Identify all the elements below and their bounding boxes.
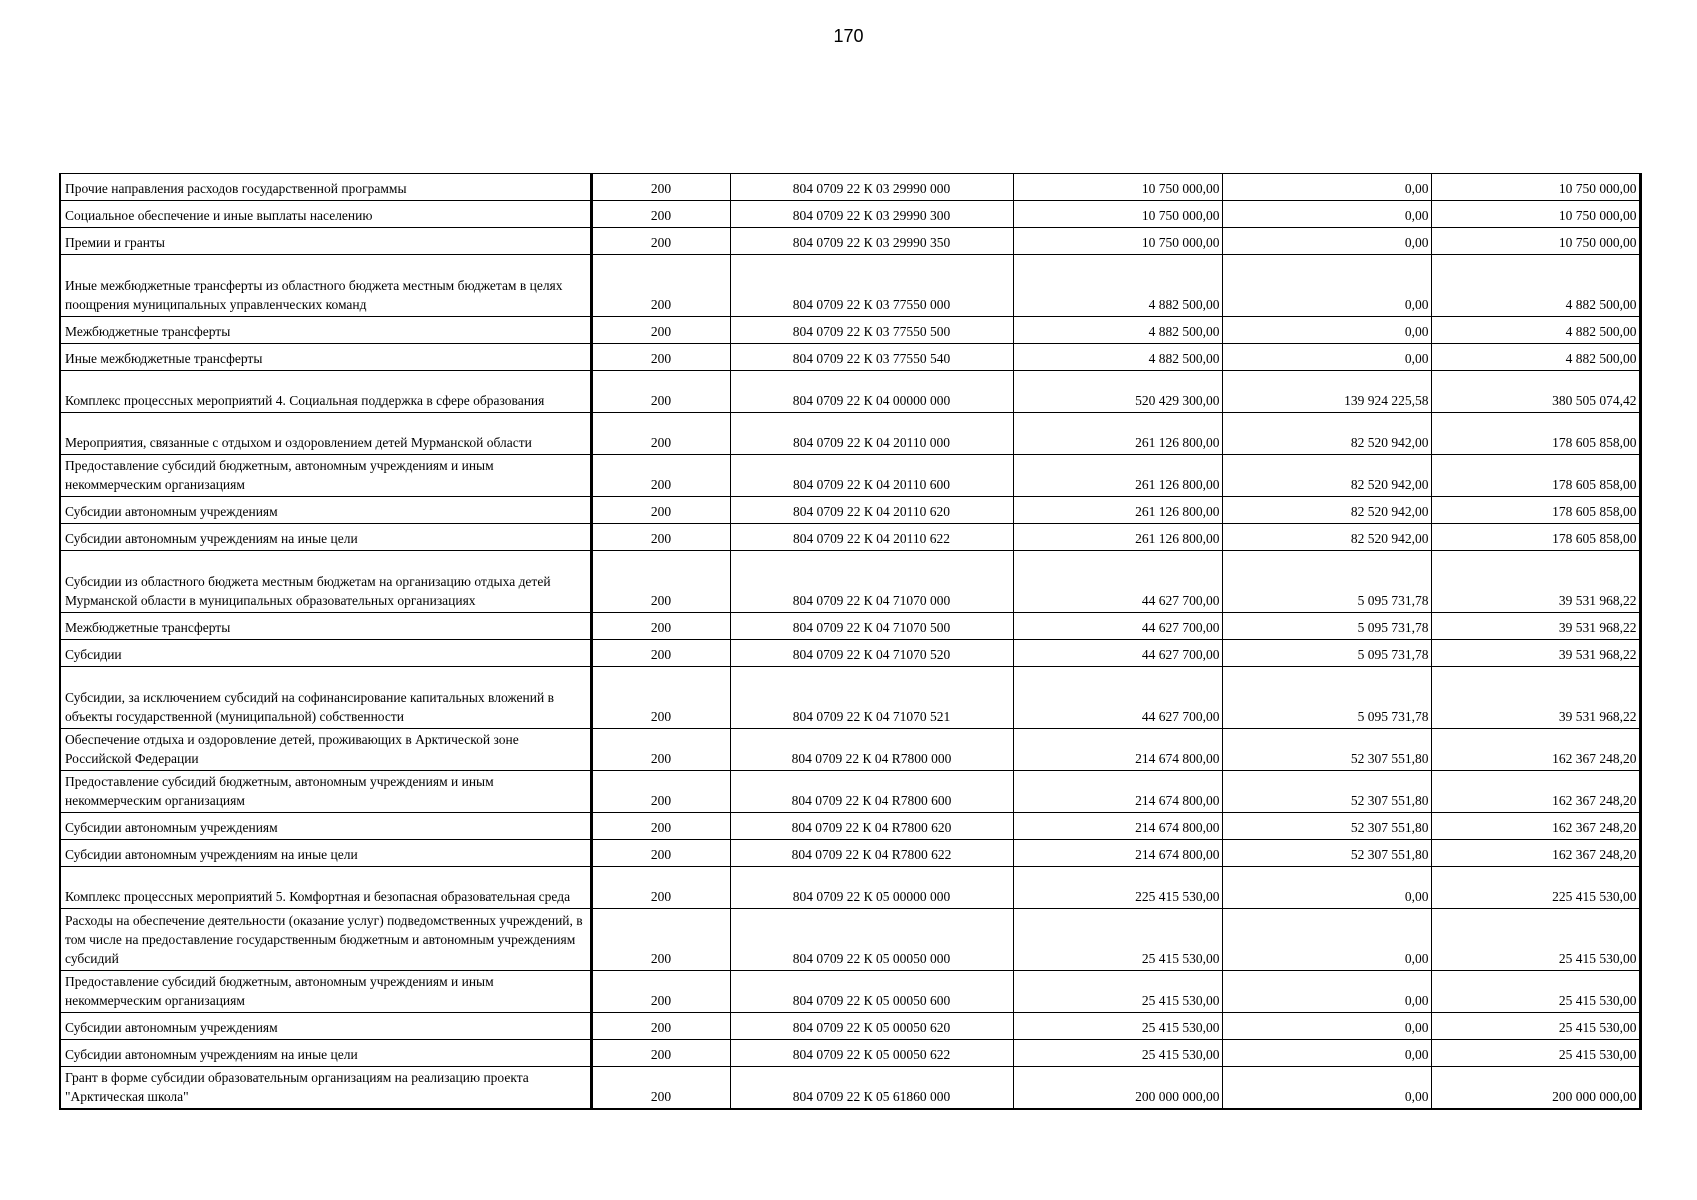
cell-name: Комплекс процессных мероприятий 5. Комфортная и безопасная образовательная среда: [60, 867, 591, 909]
cell-executed: 82 520 942,00: [1222, 455, 1431, 497]
cell-approved: 25 415 530,00: [1013, 971, 1222, 1013]
cell-classification-code: 804 0709 22 К 04 71070 500: [730, 613, 1013, 640]
cell-unexecuted: 10 750 000,00: [1431, 174, 1640, 201]
table-row: [60, 667, 1640, 729]
cell-executed: 0,00: [1222, 909, 1431, 971]
cell-unexecuted: 380 505 074,42: [1431, 371, 1640, 413]
cell-approved: 214 674 800,00: [1013, 729, 1222, 771]
cell-approved: 44 627 700,00: [1013, 667, 1222, 729]
cell-executed: 52 307 551,80: [1222, 840, 1431, 867]
cell-classification-code: 804 0709 22 К 04 20110 620: [730, 497, 1013, 524]
table-body: [60, 174, 1640, 1109]
cell-executed: 0,00: [1222, 174, 1431, 201]
cell-unexecuted: 178 605 858,00: [1431, 524, 1640, 551]
cell-classification-code: 804 0709 22 К 04 71070 520: [730, 640, 1013, 667]
cell-executed: 0,00: [1222, 1040, 1431, 1067]
cell-unexecuted: 178 605 858,00: [1431, 497, 1640, 524]
cell-executed: 0,00: [1222, 255, 1431, 317]
cell-unexecuted: 25 415 530,00: [1431, 1040, 1640, 1067]
cell-name: Обеспечение отдыха и оздоровление детей, проживающих в Арктической зоне Российской Федерации: [60, 729, 591, 771]
cell-classification-code: 804 0709 22 К 05 00050 622: [730, 1040, 1013, 1067]
cell-line-code: 200: [591, 201, 730, 228]
cell-name: Субсидии автономным учреждениям: [60, 813, 591, 840]
cell-line-code: 200: [591, 613, 730, 640]
cell-approved: 44 627 700,00: [1013, 551, 1222, 613]
cell-line-code: 200: [591, 371, 730, 413]
cell-executed: 52 307 551,80: [1222, 729, 1431, 771]
cell-approved: 25 415 530,00: [1013, 1013, 1222, 1040]
cell-approved: 4 882 500,00: [1013, 344, 1222, 371]
cell-classification-code: 804 0709 22 К 05 00050 000: [730, 909, 1013, 971]
cell-classification-code: 804 0709 22 К 05 00050 620: [730, 1013, 1013, 1040]
cell-classification-code: 804 0709 22 К 04 00000 000: [730, 371, 1013, 413]
cell-name: Расходы на обеспечение деятельности (оказание услуг) подведомственных учреждений, в том числе на предоставление государственным бюджетным и автономным учреждениям субсидий: [60, 909, 591, 971]
cell-executed: 52 307 551,80: [1222, 771, 1431, 813]
cell-name: Субсидии автономным учреждениям на иные цели: [60, 1040, 591, 1067]
cell-classification-code: 804 0709 22 К 05 61860 000: [730, 1067, 1013, 1109]
cell-line-code: 200: [591, 551, 730, 613]
cell-name: Субсидии, за исключением субсидий на софинансирование капитальных вложений в объекты государственной (муниципальной) собственности: [60, 667, 591, 729]
cell-name: Субсидии автономным учреждениям на иные цели: [60, 840, 591, 867]
cell-unexecuted: 178 605 858,00: [1431, 413, 1640, 455]
cell-executed: 0,00: [1222, 1013, 1431, 1040]
table-row: [60, 413, 1640, 455]
page-number: 170: [833, 26, 864, 46]
table-row: [60, 371, 1640, 413]
cell-line-code: 200: [591, 174, 730, 201]
cell-approved: 10 750 000,00: [1013, 201, 1222, 228]
cell-line-code: 200: [591, 771, 730, 813]
cell-executed: 5 095 731,78: [1222, 667, 1431, 729]
cell-name: Предоставление субсидий бюджетным, автономным учреждениям и иным некоммерческим организациям: [60, 771, 591, 813]
cell-classification-code: 804 0709 22 К 04 20110 600: [730, 455, 1013, 497]
cell-name: Межбюджетные трансферты: [60, 317, 591, 344]
cell-line-code: 200: [591, 813, 730, 840]
cell-classification-code: 804 0709 22 К 04 R7800 620: [730, 813, 1013, 840]
cell-name: Мероприятия, связанные с отдыхом и оздоровлением детей Мурманской области: [60, 413, 591, 455]
cell-executed: 0,00: [1222, 971, 1431, 1013]
cell-unexecuted: 25 415 530,00: [1431, 1013, 1640, 1040]
cell-unexecuted: 162 367 248,20: [1431, 771, 1640, 813]
cell-approved: 214 674 800,00: [1013, 840, 1222, 867]
cell-classification-code: 804 0709 22 К 03 29990 000: [730, 174, 1013, 201]
cell-approved: 25 415 530,00: [1013, 909, 1222, 971]
table-row: [60, 228, 1640, 255]
cell-unexecuted: 162 367 248,20: [1431, 813, 1640, 840]
cell-name: Комплекс процессных мероприятий 4. Социальная поддержка в сфере образования: [60, 371, 591, 413]
cell-unexecuted: 225 415 530,00: [1431, 867, 1640, 909]
cell-executed: 0,00: [1222, 867, 1431, 909]
cell-classification-code: 804 0709 22 К 04 R7800 000: [730, 729, 1013, 771]
cell-executed: 52 307 551,80: [1222, 813, 1431, 840]
cell-classification-code: 804 0709 22 К 03 29990 300: [730, 201, 1013, 228]
cell-unexecuted: 39 531 968,22: [1431, 667, 1640, 729]
cell-classification-code: 804 0709 22 К 03 77550 000: [730, 255, 1013, 317]
table-row: [60, 255, 1640, 317]
cell-executed: 0,00: [1222, 344, 1431, 371]
cell-unexecuted: 4 882 500,00: [1431, 317, 1640, 344]
cell-classification-code: 804 0709 22 К 03 77550 540: [730, 344, 1013, 371]
cell-unexecuted: 10 750 000,00: [1431, 201, 1640, 228]
cell-approved: 10 750 000,00: [1013, 174, 1222, 201]
cell-line-code: 200: [591, 840, 730, 867]
cell-name: Субсидии: [60, 640, 591, 667]
table-row: [60, 317, 1640, 344]
cell-classification-code: 804 0709 22 К 04 20110 000: [730, 413, 1013, 455]
cell-unexecuted: 4 882 500,00: [1431, 344, 1640, 371]
cell-executed: 82 520 942,00: [1222, 497, 1431, 524]
cell-name: Социальное обеспечение и иные выплаты населению: [60, 201, 591, 228]
cell-line-code: 200: [591, 667, 730, 729]
table-row: [60, 613, 1640, 640]
cell-unexecuted: 162 367 248,20: [1431, 729, 1640, 771]
cell-executed: 139 924 225,58: [1222, 371, 1431, 413]
cell-executed: 82 520 942,00: [1222, 413, 1431, 455]
cell-line-code: 200: [591, 228, 730, 255]
table-row: [60, 201, 1640, 228]
cell-line-code: 200: [591, 344, 730, 371]
cell-classification-code: 804 0709 22 К 04 R7800 600: [730, 771, 1013, 813]
cell-name: Премии и гранты: [60, 228, 591, 255]
table-row: [60, 1040, 1640, 1067]
cell-name: Предоставление субсидий бюджетным, автономным учреждениям и иным некоммерческим организациям: [60, 455, 591, 497]
cell-approved: 261 126 800,00: [1013, 524, 1222, 551]
cell-approved: 200 000 000,00: [1013, 1067, 1222, 1109]
cell-executed: 0,00: [1222, 228, 1431, 255]
cell-name: Межбюджетные трансферты: [60, 613, 591, 640]
cell-line-code: 200: [591, 1067, 730, 1109]
cell-name: Иные межбюджетные трансферты из областного бюджета местным бюджетам в целях поощрения муниципальных управленческих команд: [60, 255, 591, 317]
cell-classification-code: 804 0709 22 К 04 20110 622: [730, 524, 1013, 551]
cell-executed: 0,00: [1222, 317, 1431, 344]
cell-executed: 5 095 731,78: [1222, 551, 1431, 613]
budget-execution-table: [59, 173, 1642, 1110]
cell-approved: 261 126 800,00: [1013, 413, 1222, 455]
cell-approved: 520 429 300,00: [1013, 371, 1222, 413]
table-row: [60, 455, 1640, 497]
table-row: [60, 771, 1640, 813]
table-row: [60, 344, 1640, 371]
cell-classification-code: 804 0709 22 К 04 71070 000: [730, 551, 1013, 613]
cell-classification-code: 804 0709 22 К 04 71070 521: [730, 667, 1013, 729]
cell-line-code: 200: [591, 909, 730, 971]
cell-line-code: 200: [591, 640, 730, 667]
table-row: [60, 729, 1640, 771]
cell-line-code: 200: [591, 255, 730, 317]
cell-approved: 225 415 530,00: [1013, 867, 1222, 909]
cell-line-code: 200: [591, 497, 730, 524]
cell-executed: 0,00: [1222, 201, 1431, 228]
cell-line-code: 200: [591, 413, 730, 455]
cell-name: Субсидии автономным учреждениям на иные цели: [60, 524, 591, 551]
cell-classification-code: 804 0709 22 К 03 77550 500: [730, 317, 1013, 344]
cell-unexecuted: 162 367 248,20: [1431, 840, 1640, 867]
cell-approved: 4 882 500,00: [1013, 317, 1222, 344]
cell-approved: 261 126 800,00: [1013, 455, 1222, 497]
cell-name: Предоставление субсидий бюджетным, автономным учреждениям и иным некоммерческим организациям: [60, 971, 591, 1013]
cell-line-code: 200: [591, 524, 730, 551]
cell-unexecuted: 25 415 530,00: [1431, 909, 1640, 971]
cell-name: Иные межбюджетные трансферты: [60, 344, 591, 371]
cell-approved: 10 750 000,00: [1013, 228, 1222, 255]
cell-line-code: 200: [591, 971, 730, 1013]
table-row: [60, 971, 1640, 1013]
cell-approved: 214 674 800,00: [1013, 813, 1222, 840]
cell-unexecuted: 178 605 858,00: [1431, 455, 1640, 497]
cell-name: Субсидии автономным учреждениям: [60, 1013, 591, 1040]
cell-line-code: 200: [591, 729, 730, 771]
cell-name: Субсидии из областного бюджета местным бюджетам на организацию отдыха детей Мурманской области в муниципальных образовательных организациях: [60, 551, 591, 613]
cell-executed: 5 095 731,78: [1222, 613, 1431, 640]
cell-approved: 4 882 500,00: [1013, 255, 1222, 317]
cell-unexecuted: 39 531 968,22: [1431, 551, 1640, 613]
table-row: [60, 1067, 1640, 1109]
cell-classification-code: 804 0709 22 К 05 00050 600: [730, 971, 1013, 1013]
cell-name: Грант в форме субсидии образовательным организациям на реализацию проекта "Арктическая школа": [60, 1067, 591, 1109]
table-row: [60, 174, 1640, 201]
cell-line-code: 200: [591, 317, 730, 344]
cell-classification-code: 804 0709 22 К 05 00000 000: [730, 867, 1013, 909]
table-row: [60, 867, 1640, 909]
cell-executed: 0,00: [1222, 1067, 1431, 1109]
table-row: [60, 640, 1640, 667]
table-row: [60, 909, 1640, 971]
cell-unexecuted: 25 415 530,00: [1431, 971, 1640, 1013]
cell-line-code: 200: [591, 455, 730, 497]
cell-unexecuted: 39 531 968,22: [1431, 640, 1640, 667]
cell-classification-code: 804 0709 22 К 04 R7800 622: [730, 840, 1013, 867]
cell-approved: 25 415 530,00: [1013, 1040, 1222, 1067]
cell-line-code: 200: [591, 867, 730, 909]
cell-approved: 44 627 700,00: [1013, 640, 1222, 667]
cell-name: Прочие направления расходов государственной программы: [60, 174, 591, 201]
cell-approved: 214 674 800,00: [1013, 771, 1222, 813]
cell-approved: 44 627 700,00: [1013, 613, 1222, 640]
cell-classification-code: 804 0709 22 К 03 29990 350: [730, 228, 1013, 255]
cell-line-code: 200: [591, 1040, 730, 1067]
cell-unexecuted: 200 000 000,00: [1431, 1067, 1640, 1109]
table-row: [60, 497, 1640, 524]
table-row: [60, 524, 1640, 551]
cell-unexecuted: 4 882 500,00: [1431, 255, 1640, 317]
cell-executed: 82 520 942,00: [1222, 524, 1431, 551]
table-row: [60, 551, 1640, 613]
cell-name: Субсидии автономным учреждениям: [60, 497, 591, 524]
cell-approved: 261 126 800,00: [1013, 497, 1222, 524]
table-row: [60, 840, 1640, 867]
cell-unexecuted: 39 531 968,22: [1431, 613, 1640, 640]
cell-line-code: 200: [591, 1013, 730, 1040]
cell-executed: 5 095 731,78: [1222, 640, 1431, 667]
table-row: [60, 813, 1640, 840]
cell-unexecuted: 10 750 000,00: [1431, 228, 1640, 255]
table-row: [60, 1013, 1640, 1040]
